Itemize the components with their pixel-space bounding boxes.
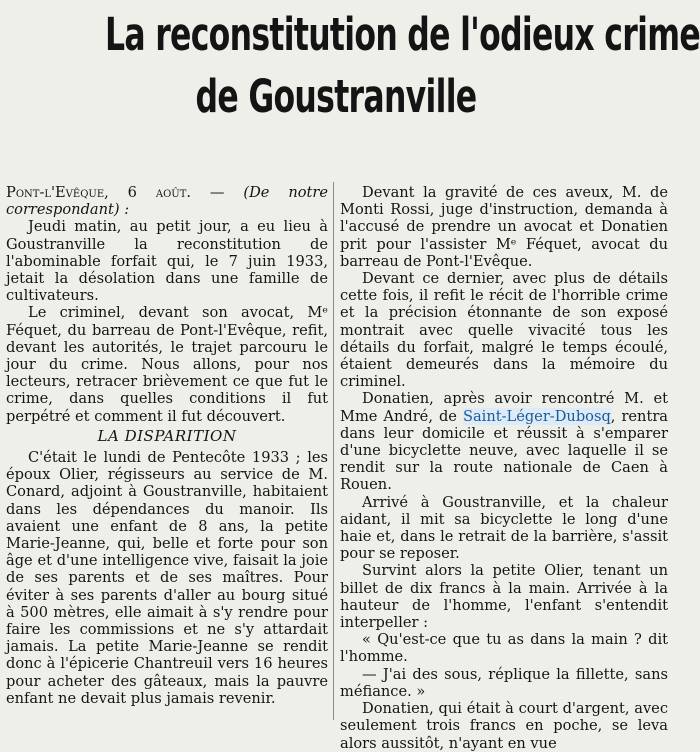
paragraph: Donatien, qui était à court d'argent, avec seulement trois francs en poche, se leva alors aussitôt, n'ayant en vue	[340, 700, 668, 752]
paragraph: C'était le lundi de Pentecôte 1933 ; les époux Olier, régisseurs au service de M. Conard, adjoint à Goustranville, habitaient dans les dépendances du manoir. Ils avaient une enfant de 8 ans, la petite Marie-Jeanne, qui, belle et forte pour son âge et d'une intelligence vive, faisait la joie de ses parents et de ses maîtres. Pour éviter à ses parents d'aller au bourg situé à 500 mètres, elle aimait à s'y rendre pour faire les commissions et ne s'y attardait jamais. La petite Marie-Jeanne se rendit donc à l'épicerie Chantreuil vers 16 heures pour acheter des gâteaux, mais la pauvre enfant ne devait plus jamais revenir.	[6, 449, 328, 707]
paragraph: Arrivé à Goustranville, et la chaleur aidant, il mit sa bicyclette le long d'une haie et, dans le retrait de la barrière, s'assit pour se reposer.	[340, 493, 668, 563]
dateline: Pont-l'Evêque, 6 août. —	[6, 184, 225, 201]
article-body	[0, 184, 672, 752]
paragraph: — J'ai des sous, réplique la fillette, sans méfiance. »	[340, 665, 668, 700]
paragraph: Devant ce dernier, avec plus de détails cette fois, il refit le récit de l'horrible crime et la précision étonnante de son exposé montrait avec quelle vivacité tous les détails du forfait, malgré le temps écoulé, étaient demeurés dans la mémoire du criminel.	[340, 270, 668, 391]
paragraph: Le criminel, devant son avocat, Mᵉ Féquet, du barreau de Pont-l'Evêque, refit, devant les autorités, le trajet parcouru le jour du crime. Nous allons, pour nos lecteurs, retracer brièvement ce que fut le crime, dans quelles conditions il fut perpétré et comment il fut découvert.	[6, 304, 328, 425]
dateline-note: (De notre correspondant) :	[6, 184, 328, 219]
text-run: Donatien, après avoir rencontré M. et Mme André, de	[340, 390, 668, 425]
paragraph: Jeudi matin, au petit jour, a eu lieu à Goustranville la reconstitution de l'abominable forfait qui, le 7 juin 1933, jetait la désolation dans une famille de cultivateurs.	[6, 218, 328, 305]
headline-line-2: de Goustranville	[195, 70, 477, 123]
paragraph-donatien	[340, 390, 668, 493]
left-column	[6, 184, 328, 707]
paragraph: « Qu'est-ce que tu as dans la main ? dit l'homme.	[340, 631, 668, 666]
subheading: LA DISPARITION	[97, 426, 237, 445]
paragraph: Devant la gravité de ces aveux, M. de Monti Rossi, juge d'instruction, demanda à l'accusé de prendre un avocat et Donatien prit pour l'assister Mᵉ Féquet, avocat du barreau de Pont-l'Evêque.	[340, 184, 668, 270]
headline	[101, 0, 700, 128]
highlighted-place-link[interactable]: Saint-Léger-Dubosq	[462, 407, 611, 425]
headline-line-1: La reconstitution de l'odieux crime	[105, 8, 700, 61]
right-column	[340, 184, 668, 752]
paragraph: Survint alors la petite Olier, tenant un billet de dix francs à la main. Arrivée à la hauteur de l'homme, l'enfant s'entendit interpeller :	[340, 562, 668, 632]
text-run: , rentra dans leur domicile et réussit à s'emparer d'une bicyclette neuve, avec laquelle il se rendit sur la route nationale de Caen à Rouen.	[340, 407, 668, 494]
dateline-paragraph	[6, 184, 328, 218]
